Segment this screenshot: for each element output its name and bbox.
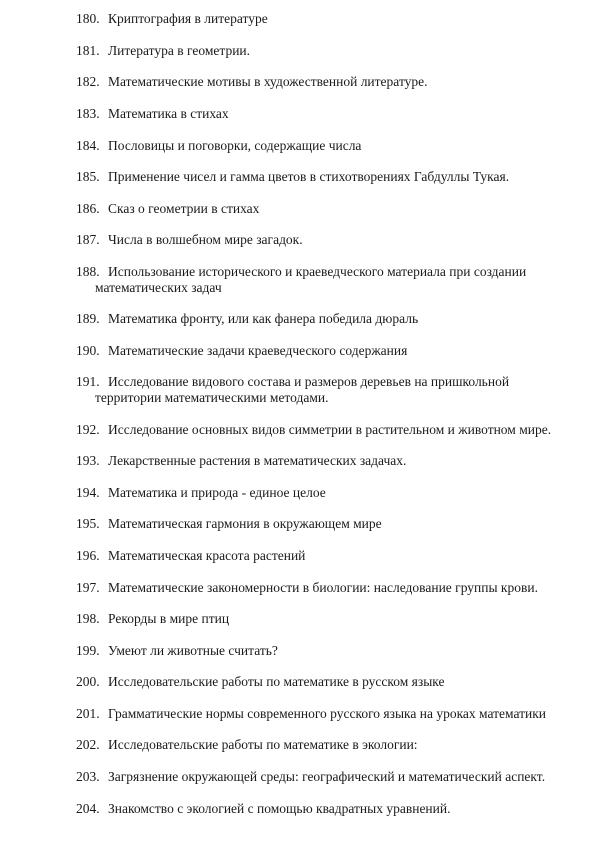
item-number: 195.	[76, 516, 100, 531]
item-text: Математика и природа - единое целое	[108, 485, 326, 500]
item-number: 194.	[76, 485, 100, 500]
item-text: Применение чисел и гамма цветов в стихотворениях Габдуллы Тукая.	[108, 169, 510, 184]
item-number: 184.	[76, 138, 100, 153]
item-number: 182.	[76, 74, 100, 89]
item-text: Литература в геометрии.	[108, 43, 251, 58]
item-number: 202.	[76, 737, 100, 752]
item-number: 197.	[76, 580, 100, 595]
item-text: Знакомство с экологией с помощью квадратных уравнений.	[108, 801, 451, 816]
item-number: 203.	[76, 769, 100, 784]
item-text: Использование исторического и краеведческого материала при создании	[108, 264, 527, 279]
item-text: Сказ о геометрии в стихах	[108, 201, 260, 216]
item-text: Математические мотивы в художественной литературе.	[108, 74, 428, 89]
item-number: 199.	[76, 643, 100, 658]
item-text: Исследовательские работы по математике в экологии:	[108, 737, 418, 752]
item-number: 198.	[76, 611, 100, 626]
item-number: 186.	[76, 201, 100, 216]
item-number: 188.	[76, 264, 100, 279]
item-text: Рекорды в мире птиц	[108, 611, 230, 626]
item-text: Загрязнение окружающей среды: географический и математический аспект.	[108, 769, 546, 784]
item-text: Исследование основных видов симметрии в растительном и животном мире.	[108, 422, 552, 437]
item-number: 187.	[76, 232, 100, 247]
item-text: Исследование видового состава и размеров деревьев на пришкольной	[108, 374, 510, 389]
item-text: Пословицы и поговорки, содержащие числа	[108, 138, 362, 153]
item-text: Математика фронту, или как фанера победила дюраль	[108, 311, 419, 326]
item-text: Математическая красота растений	[108, 548, 306, 563]
item-text: Исследовательские работы по математике в русском языке	[108, 674, 445, 689]
item-number: 201.	[76, 706, 100, 721]
item-number: 180.	[76, 11, 100, 26]
item-number: 204.	[76, 801, 100, 816]
item-text: Умеют ли животные считать?	[108, 643, 278, 658]
item-number: 193.	[76, 453, 100, 468]
item-text: Математические задачи краеведческого содержания	[108, 343, 408, 358]
item-number: 192.	[76, 422, 100, 437]
item-text-continuation: математических задач	[95, 280, 222, 295]
item-text: Криптография в литературе	[108, 11, 268, 26]
item-text: Математические закономерности в биологии: наследование группы крови.	[108, 580, 538, 595]
item-text: Грамматические нормы современного русского языка на уроках математики	[108, 706, 547, 721]
item-number: 183.	[76, 106, 100, 121]
item-number: 185.	[76, 169, 100, 184]
item-text: Математика в стихах	[108, 106, 229, 121]
item-number: 190.	[76, 343, 100, 358]
item-text: Лекарственные растения в математических задачах.	[108, 453, 407, 468]
item-text: Математическая гармония в окружающем мире	[108, 516, 382, 531]
item-number: 196.	[76, 548, 100, 563]
item-number: 189.	[76, 311, 100, 326]
item-text: Числа в волшебном мире загадок.	[108, 232, 303, 247]
item-number: 200.	[76, 674, 100, 689]
item-number: 191.	[76, 374, 100, 389]
item-text-continuation: территории математическими методами.	[95, 390, 329, 405]
item-number: 181.	[76, 43, 100, 58]
